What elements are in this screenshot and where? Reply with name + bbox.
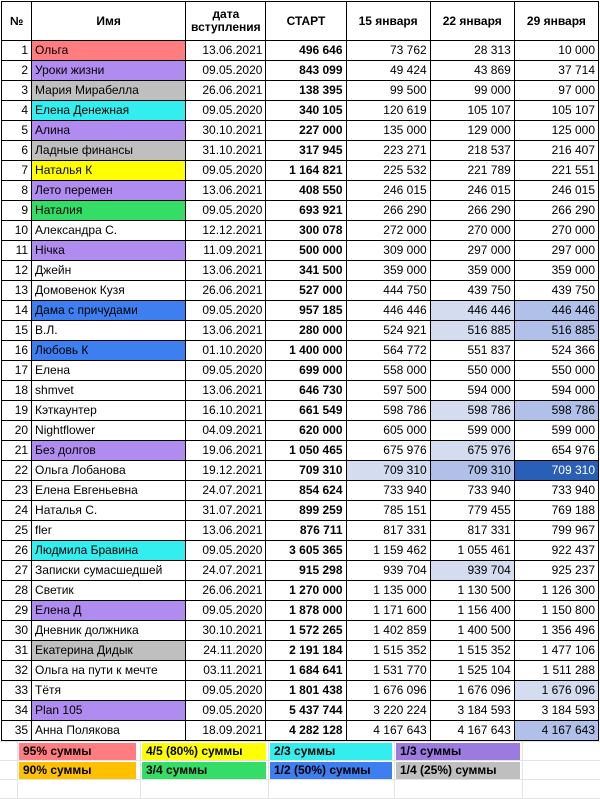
table-row	[2, 241, 599, 261]
row-number[interactable]: 4	[2, 101, 32, 121]
row-start[interactable]: 1 270 000	[266, 581, 346, 601]
row-jan-15[interactable]: 709 310	[346, 461, 430, 481]
table-row	[2, 681, 599, 701]
row-name[interactable]: Джейн	[32, 261, 186, 281]
row-join-date[interactable]: 09.05.2020	[186, 701, 266, 721]
row-jan-22[interactable]: 598 786	[430, 401, 514, 421]
header-name[interactable]: Имя	[32, 2, 186, 41]
row-name[interactable]: Наталья С.	[32, 501, 186, 521]
row-jan-22[interactable]: 99 000	[430, 81, 514, 101]
table-row	[2, 701, 599, 721]
row-join-date[interactable]: 13.06.2021	[186, 381, 266, 401]
row-jan-22[interactable]: 1 055 461	[430, 541, 514, 561]
row-jan-22[interactable]: 266 290	[430, 201, 514, 221]
row-jan-22[interactable]: 28 313	[430, 41, 514, 61]
table-row	[2, 161, 599, 181]
row-join-date[interactable]: 26.06.2021	[186, 581, 266, 601]
row-jan-22[interactable]: 1 130 500	[430, 581, 514, 601]
row-jan-29[interactable]: 599 000	[514, 421, 598, 441]
row-jan-29[interactable]: 594 000	[514, 381, 598, 401]
row-jan-29[interactable]: 37 714	[514, 61, 598, 81]
row-jan-29[interactable]: 925 237	[514, 561, 598, 581]
row-jan-22[interactable]: 1 156 400	[430, 601, 514, 621]
row-start[interactable]: 899 259	[266, 501, 346, 521]
header-row	[2, 2, 599, 41]
row-number[interactable]: 23	[2, 481, 32, 501]
row-join-date[interactable]: 13.06.2021	[186, 521, 266, 541]
row-jan-22[interactable]: 270 000	[430, 221, 514, 241]
row-number[interactable]: 17	[2, 361, 32, 381]
row-join-date[interactable]: 09.05.2020	[186, 541, 266, 561]
row-join-date[interactable]: 24.07.2021	[186, 481, 266, 501]
table-row	[2, 721, 599, 741]
row-jan-29[interactable]: 524 366	[514, 341, 598, 361]
row-name[interactable]: Записки сумасшедшей	[32, 561, 186, 581]
row-name[interactable]: Наталия	[32, 201, 186, 221]
row-jan-15[interactable]: 1 171 600	[346, 601, 430, 621]
row-name[interactable]: Кэткаунтер	[32, 401, 186, 421]
row-join-date[interactable]: 13.06.2021	[186, 181, 266, 201]
row-join-date[interactable]: 30.10.2021	[186, 121, 266, 141]
row-jan-15[interactable]: 785 151	[346, 501, 430, 521]
row-jan-29[interactable]: 769 188	[514, 501, 598, 521]
row-name[interactable]: Ольга на пути к мечте	[32, 661, 186, 681]
row-jan-22[interactable]: 359 000	[430, 261, 514, 281]
row-name[interactable]: Елена Д	[32, 601, 186, 621]
row-number[interactable]: 2	[2, 61, 32, 81]
row-jan-15[interactable]: 99 500	[346, 81, 430, 101]
legend-item: 90% суммы	[19, 762, 136, 779]
row-jan-15[interactable]: 817 331	[346, 521, 430, 541]
row-join-date[interactable]: 09.05.2020	[186, 681, 266, 701]
row-number[interactable]: 35	[2, 721, 32, 741]
row-jan-22[interactable]: 599 000	[430, 421, 514, 441]
row-jan-29[interactable]: 598 786	[514, 401, 598, 421]
header-join-date[interactable]: дата вступления	[186, 2, 266, 41]
row-jan-29[interactable]: 1 676 096	[514, 681, 598, 701]
table-row	[2, 501, 599, 521]
table-row	[2, 261, 599, 281]
row-start[interactable]: 843 099	[266, 61, 346, 81]
row-number[interactable]: 20	[2, 421, 32, 441]
row-number[interactable]: 3	[2, 81, 32, 101]
row-jan-15[interactable]: 246 015	[346, 181, 430, 201]
row-jan-22[interactable]: 733 940	[430, 481, 514, 501]
row-start[interactable]: 1 684 641	[266, 661, 346, 681]
table-row	[2, 321, 599, 341]
row-start[interactable]: 3 605 365	[266, 541, 346, 561]
row-number[interactable]: 22	[2, 461, 32, 481]
row-jan-29[interactable]: 1 126 300	[514, 581, 598, 601]
row-jan-29[interactable]: 1 511 288	[514, 661, 598, 681]
row-name[interactable]: В.Л.	[32, 321, 186, 341]
table-row	[2, 381, 599, 401]
table-row	[2, 181, 599, 201]
row-number[interactable]: 18	[2, 381, 32, 401]
row-number[interactable]: 16	[2, 341, 32, 361]
row-jan-22[interactable]: 594 000	[430, 381, 514, 401]
row-start[interactable]: 341 500	[266, 261, 346, 281]
row-start[interactable]: 1 572 265	[266, 621, 346, 641]
table-row	[2, 141, 599, 161]
row-jan-29[interactable]: 550 000	[514, 361, 598, 381]
table-row	[2, 441, 599, 461]
legend-item: 1/2 (50%) суммы	[270, 762, 392, 779]
row-jan-15[interactable]: 444 750	[346, 281, 430, 301]
row-jan-15[interactable]: 1 531 770	[346, 661, 430, 681]
table-row	[2, 101, 599, 121]
table-row	[2, 201, 599, 221]
row-start[interactable]: 408 550	[266, 181, 346, 201]
row-number[interactable]: 10	[2, 221, 32, 241]
row-start[interactable]: 957 185	[266, 301, 346, 321]
row-start[interactable]: 1 050 465	[266, 441, 346, 461]
row-number[interactable]: 13	[2, 281, 32, 301]
row-jan-29[interactable]: 221 551	[514, 161, 598, 181]
row-jan-15[interactable]: 675 976	[346, 441, 430, 461]
row-jan-22[interactable]: 817 331	[430, 521, 514, 541]
row-jan-15[interactable]: 564 772	[346, 341, 430, 361]
savings-table	[1, 1, 599, 741]
row-number[interactable]: 33	[2, 681, 32, 701]
row-jan-15[interactable]: 359 000	[346, 261, 430, 281]
row-jan-15[interactable]: 558 000	[346, 361, 430, 381]
row-number[interactable]: 6	[2, 141, 32, 161]
row-name[interactable]: Анна Полякова	[32, 721, 186, 741]
row-join-date[interactable]: 30.10.2021	[186, 621, 266, 641]
row-join-date[interactable]: 24.07.2021	[186, 561, 266, 581]
row-start[interactable]: 2 191 184	[266, 641, 346, 661]
row-jan-29[interactable]: 246 015	[514, 181, 598, 201]
row-number[interactable]: 19	[2, 401, 32, 421]
row-name[interactable]: Алина	[32, 121, 186, 141]
row-jan-15[interactable]: 597 500	[346, 381, 430, 401]
row-number[interactable]: 32	[2, 661, 32, 681]
row-jan-15[interactable]: 223 271	[346, 141, 430, 161]
row-start[interactable]: 227 000	[266, 121, 346, 141]
row-number[interactable]: 15	[2, 321, 32, 341]
row-jan-29[interactable]: 1 477 106	[514, 641, 598, 661]
row-start[interactable]: 693 921	[266, 201, 346, 221]
row-jan-22[interactable]: 4 167 643	[430, 721, 514, 741]
row-jan-29[interactable]: 446 446	[514, 301, 598, 321]
row-name[interactable]: Любовь К	[32, 341, 186, 361]
row-number[interactable]: 27	[2, 561, 32, 581]
row-jan-15[interactable]: 446 446	[346, 301, 430, 321]
row-join-date[interactable]: 31.07.2021	[186, 501, 266, 521]
row-join-date[interactable]: 09.05.2020	[186, 161, 266, 181]
table-row	[2, 121, 599, 141]
row-jan-22[interactable]: 516 885	[430, 321, 514, 341]
row-jan-22[interactable]: 246 015	[430, 181, 514, 201]
legend-item: 1/3 суммы	[396, 743, 520, 760]
table-row	[2, 621, 599, 641]
row-name[interactable]: Ольга	[32, 41, 186, 61]
row-name[interactable]: Елена Денежная	[32, 101, 186, 121]
row-number[interactable]: 25	[2, 521, 32, 541]
row-jan-15[interactable]: 1 135 000	[346, 581, 430, 601]
row-number[interactable]: 7	[2, 161, 32, 181]
row-jan-22[interactable]: 218 537	[430, 141, 514, 161]
row-name[interactable]: fler	[32, 521, 186, 541]
row-name[interactable]: Светик	[32, 581, 186, 601]
row-start[interactable]: 709 310	[266, 461, 346, 481]
row-name[interactable]: Plan 105	[32, 701, 186, 721]
row-jan-15[interactable]: 225 532	[346, 161, 430, 181]
row-join-date[interactable]: 18.09.2021	[186, 721, 266, 741]
row-jan-22[interactable]: 550 000	[430, 361, 514, 381]
row-start[interactable]: 1 164 821	[266, 161, 346, 181]
row-name[interactable]: Нічка	[32, 241, 186, 261]
row-start[interactable]: 496 646	[266, 41, 346, 61]
table-row	[2, 661, 599, 681]
row-jan-22[interactable]: 709 310	[430, 461, 514, 481]
row-jan-29[interactable]: 10 000	[514, 41, 598, 61]
legend-item: 4/5 (80%) суммы	[142, 743, 266, 760]
table-row	[2, 521, 599, 541]
row-name[interactable]: Людмила Бравина	[32, 541, 186, 561]
row-start[interactable]: 646 730	[266, 381, 346, 401]
row-jan-15[interactable]: 272 000	[346, 221, 430, 241]
row-jan-29[interactable]: 1 150 800	[514, 601, 598, 621]
row-start[interactable]: 1 400 000	[266, 341, 346, 361]
row-start[interactable]: 699 000	[266, 361, 346, 381]
row-name[interactable]: Дневник должника	[32, 621, 186, 641]
row-jan-15[interactable]: 733 940	[346, 481, 430, 501]
row-jan-22[interactable]: 1 400 500	[430, 621, 514, 641]
table-row	[2, 281, 599, 301]
row-jan-15[interactable]: 266 290	[346, 201, 430, 221]
row-start[interactable]: 300 078	[266, 221, 346, 241]
legend-item: 2/3 суммы	[270, 743, 392, 760]
row-number[interactable]: 26	[2, 541, 32, 561]
row-start[interactable]: 340 105	[266, 101, 346, 121]
row-jan-29[interactable]: 1 356 496	[514, 621, 598, 641]
row-number[interactable]: 5	[2, 121, 32, 141]
row-start[interactable]: 661 549	[266, 401, 346, 421]
row-jan-22[interactable]: 3 184 593	[430, 701, 514, 721]
row-jan-29[interactable]: 799 967	[514, 521, 598, 541]
row-name[interactable]: Наталья К	[32, 161, 186, 181]
row-jan-22[interactable]: 1 676 096	[430, 681, 514, 701]
row-jan-15[interactable]: 73 762	[346, 41, 430, 61]
table-row	[2, 61, 599, 81]
table-row	[2, 641, 599, 661]
row-jan-15[interactable]: 309 000	[346, 241, 430, 261]
table-row	[2, 601, 599, 621]
row-jan-15[interactable]: 605 000	[346, 421, 430, 441]
row-start[interactable]: 4 282 128	[266, 721, 346, 741]
row-name[interactable]: Тётя	[32, 681, 186, 701]
row-join-date[interactable]: 09.05.2020	[186, 361, 266, 381]
table-row	[2, 461, 599, 481]
table-row	[2, 41, 599, 61]
row-jan-29[interactable]: 125 000	[514, 121, 598, 141]
row-start[interactable]: 500 000	[266, 241, 346, 261]
row-number[interactable]: 28	[2, 581, 32, 601]
row-name[interactable]: Мария Мирабелла	[32, 81, 186, 101]
row-start[interactable]: 317 945	[266, 141, 346, 161]
row-jan-22[interactable]: 446 446	[430, 301, 514, 321]
row-number[interactable]: 1	[2, 41, 32, 61]
row-name[interactable]: Елена Евгеньевна	[32, 481, 186, 501]
row-join-date[interactable]: 13.06.2021	[186, 41, 266, 61]
row-start[interactable]: 1 801 438	[266, 681, 346, 701]
row-join-date[interactable]: 19.12.2021	[186, 461, 266, 481]
table-row	[2, 481, 599, 501]
row-number[interactable]: 31	[2, 641, 32, 661]
row-name[interactable]: Ольга Лобанова	[32, 461, 186, 481]
row-start[interactable]: 280 000	[266, 321, 346, 341]
row-join-date[interactable]: 03.11.2021	[186, 661, 266, 681]
row-number[interactable]: 12	[2, 261, 32, 281]
row-jan-15[interactable]: 524 921	[346, 321, 430, 341]
row-jan-29[interactable]: 297 000	[514, 241, 598, 261]
row-name[interactable]: Nightflower	[32, 421, 186, 441]
row-jan-29[interactable]: 3 184 593	[514, 701, 598, 721]
row-number[interactable]: 8	[2, 181, 32, 201]
row-join-date[interactable]: 11.09.2021	[186, 241, 266, 261]
row-join-date[interactable]: 01.10.2020	[186, 341, 266, 361]
table-row	[2, 401, 599, 421]
row-name[interactable]: Елена	[32, 361, 186, 381]
row-name[interactable]: Домовенок Кузя	[32, 281, 186, 301]
table-row	[2, 581, 599, 601]
row-jan-22[interactable]: 1 525 104	[430, 661, 514, 681]
row-jan-22[interactable]: 221 789	[430, 161, 514, 181]
row-start[interactable]: 854 624	[266, 481, 346, 501]
row-jan-22[interactable]: 779 455	[430, 501, 514, 521]
row-join-date[interactable]: 09.05.2020	[186, 101, 266, 121]
row-jan-29[interactable]: 359 000	[514, 261, 598, 281]
row-join-date[interactable]: 09.05.2020	[186, 61, 266, 81]
row-jan-15[interactable]: 135 000	[346, 121, 430, 141]
header-start[interactable]: СТАРТ	[266, 2, 346, 41]
row-jan-22[interactable]: 675 976	[430, 441, 514, 461]
row-join-date[interactable]: 26.06.2021	[186, 281, 266, 301]
header-jan-29[interactable]: 29 января	[514, 2, 598, 41]
row-name[interactable]: Уроки жизни	[32, 61, 186, 81]
row-jan-22[interactable]: 551 837	[430, 341, 514, 361]
table-body	[2, 41, 599, 741]
row-join-date[interactable]: 31.10.2021	[186, 141, 266, 161]
row-name[interactable]: Ладные финансы	[32, 141, 186, 161]
table-row	[2, 541, 599, 561]
row-join-date[interactable]: 26.06.2021	[186, 81, 266, 101]
row-join-date[interactable]: 12.12.2021	[186, 221, 266, 241]
color-legend	[0, 741, 600, 799]
row-name[interactable]: Екатерина Дидык	[32, 641, 186, 661]
row-number[interactable]: 11	[2, 241, 32, 261]
row-jan-15[interactable]: 1 159 462	[346, 541, 430, 561]
row-join-date[interactable]: 09.05.2020	[186, 201, 266, 221]
row-name[interactable]: shmvet	[32, 381, 186, 401]
row-jan-22[interactable]: 129 000	[430, 121, 514, 141]
table-row	[2, 421, 599, 441]
legend-item: 95% суммы	[19, 743, 136, 760]
table-row	[2, 81, 599, 101]
row-jan-29[interactable]: 439 750	[514, 281, 598, 301]
table-row	[2, 301, 599, 321]
row-jan-29[interactable]: 654 976	[514, 441, 598, 461]
row-jan-15[interactable]: 1 676 096	[346, 681, 430, 701]
row-number[interactable]: 24	[2, 501, 32, 521]
row-name[interactable]: Без долгов	[32, 441, 186, 461]
row-jan-15[interactable]: 939 704	[346, 561, 430, 581]
row-jan-22[interactable]: 43 869	[430, 61, 514, 81]
row-jan-15[interactable]: 49 424	[346, 61, 430, 81]
row-jan-29[interactable]: 733 940	[514, 481, 598, 501]
row-join-date[interactable]: 13.06.2021	[186, 321, 266, 341]
table-row	[2, 561, 599, 581]
row-jan-29[interactable]: 97 000	[514, 81, 598, 101]
row-jan-29[interactable]: 105 107	[514, 101, 598, 121]
row-number[interactable]: 21	[2, 441, 32, 461]
row-name[interactable]: Дама с причудами	[32, 301, 186, 321]
row-jan-15[interactable]: 598 786	[346, 401, 430, 421]
row-jan-15[interactable]: 120 619	[346, 101, 430, 121]
row-jan-22[interactable]: 939 704	[430, 561, 514, 581]
row-jan-22[interactable]: 439 750	[430, 281, 514, 301]
row-start[interactable]: 915 298	[266, 561, 346, 581]
row-number[interactable]: 34	[2, 701, 32, 721]
row-number[interactable]: 29	[2, 601, 32, 621]
row-start[interactable]: 1 878 000	[266, 601, 346, 621]
row-jan-15[interactable]: 4 167 643	[346, 721, 430, 741]
table-row	[2, 341, 599, 361]
row-jan-22[interactable]: 105 107	[430, 101, 514, 121]
row-start[interactable]: 620 000	[266, 421, 346, 441]
row-jan-29[interactable]: 516 885	[514, 321, 598, 341]
row-join-date[interactable]: 13.06.2021	[186, 261, 266, 281]
row-jan-22[interactable]: 297 000	[430, 241, 514, 261]
row-jan-29[interactable]: 270 000	[514, 221, 598, 241]
row-join-date[interactable]: 24.11.2020	[186, 641, 266, 661]
table-row	[2, 221, 599, 241]
row-jan-29[interactable]: 922 437	[514, 541, 598, 561]
row-join-date[interactable]: 04.09.2021	[186, 421, 266, 441]
row-jan-29[interactable]: 4 167 643	[514, 721, 598, 741]
row-name[interactable]: Александра С.	[32, 221, 186, 241]
row-start[interactable]: 5 437 744	[266, 701, 346, 721]
header-jan-15[interactable]: 15 января	[346, 2, 430, 41]
row-jan-15[interactable]: 1 515 352	[346, 641, 430, 661]
row-number[interactable]: 9	[2, 201, 32, 221]
row-join-date[interactable]: 09.05.2020	[186, 601, 266, 621]
header-num[interactable]: №	[2, 2, 32, 41]
row-number[interactable]: 30	[2, 621, 32, 641]
row-join-date[interactable]: 19.06.2021	[186, 441, 266, 461]
row-join-date[interactable]: 09.05.2020	[186, 301, 266, 321]
row-jan-22[interactable]: 1 515 352	[430, 641, 514, 661]
legend-item: 3/4 суммы	[142, 762, 266, 779]
row-number[interactable]: 14	[2, 301, 32, 321]
row-jan-29[interactable]: 709 310	[514, 461, 598, 481]
row-jan-15[interactable]: 1 402 859	[346, 621, 430, 641]
row-jan-29[interactable]: 216 407	[514, 141, 598, 161]
row-start[interactable]: 527 000	[266, 281, 346, 301]
row-name[interactable]: Лето перемен	[32, 181, 186, 201]
legend-item: 1/4 (25%) суммы	[396, 762, 520, 779]
header-jan-22[interactable]: 22 января	[430, 2, 514, 41]
row-jan-29[interactable]: 266 290	[514, 201, 598, 221]
row-start[interactable]: 138 395	[266, 81, 346, 101]
row-start[interactable]: 876 711	[266, 521, 346, 541]
row-jan-15[interactable]: 3 220 224	[346, 701, 430, 721]
row-join-date[interactable]: 16.10.2021	[186, 401, 266, 421]
table-row	[2, 361, 599, 381]
